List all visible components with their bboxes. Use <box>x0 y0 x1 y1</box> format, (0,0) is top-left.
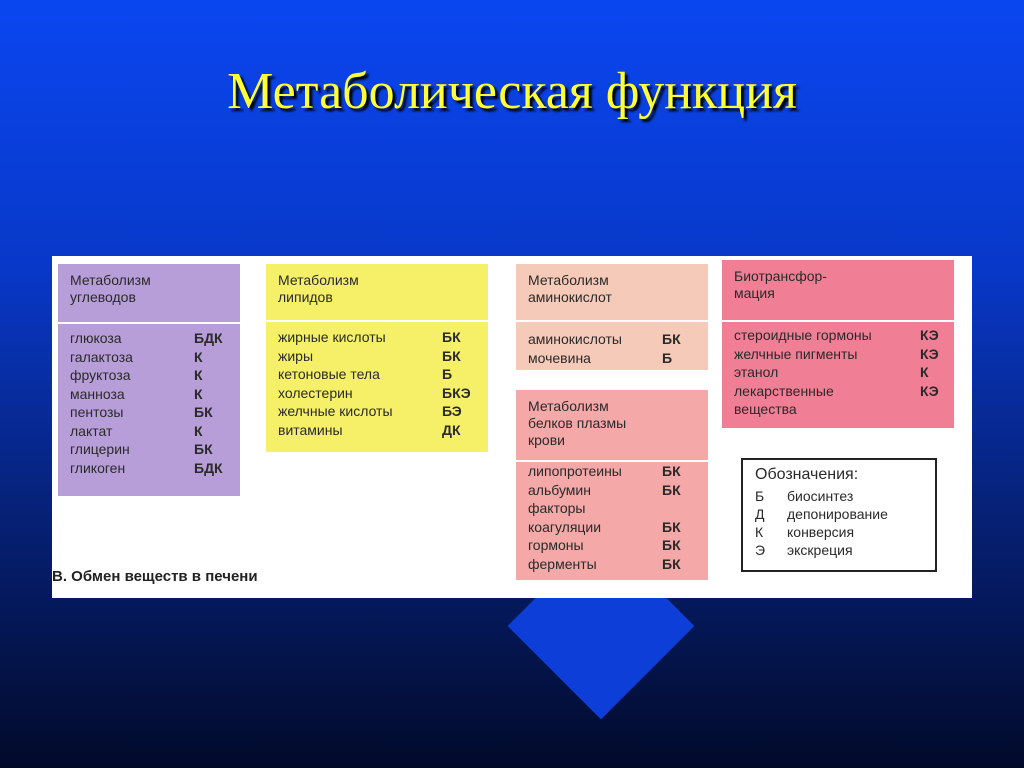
list-item <box>734 382 944 401</box>
item-code: БЭ <box>442 403 462 419</box>
item-code: К <box>920 364 929 380</box>
amino-header <box>516 264 708 322</box>
list-item <box>528 349 698 368</box>
list-item <box>278 365 478 384</box>
item-code: К <box>194 367 203 383</box>
item-code <box>920 400 944 419</box>
list-item <box>528 481 698 500</box>
legend-item <box>755 523 925 541</box>
item-code: БК <box>662 463 681 479</box>
item-name: желчные пигменты <box>734 345 858 362</box>
item-name: этанол <box>734 364 779 380</box>
item-code: БК <box>662 555 681 572</box>
item-code: БК <box>662 481 681 498</box>
list-item <box>70 385 230 404</box>
item-code: БК <box>194 404 213 420</box>
list-item <box>528 555 698 574</box>
legend-item <box>755 505 925 523</box>
item-code: Б <box>442 366 453 382</box>
liver-metabolism-figure <box>52 256 972 598</box>
list-item <box>734 345 944 364</box>
legend-key: Б <box>755 488 765 504</box>
item-code: БДК <box>194 330 223 346</box>
list-item <box>734 400 944 419</box>
legend-box <box>741 458 937 572</box>
item-name: кетоновые тела <box>278 366 380 382</box>
lipids-box <box>266 264 488 452</box>
item-name: коагуляции <box>528 518 602 535</box>
item-code: БК <box>662 518 681 535</box>
item-name: липопротеины <box>528 463 622 479</box>
list-item <box>70 440 230 459</box>
item-name: глицерин <box>70 441 130 457</box>
carbs-header-line: Метаболизм <box>70 272 151 288</box>
list-item <box>70 366 230 385</box>
item-code: К <box>194 422 203 439</box>
list-item <box>70 422 230 441</box>
item-code: ДК <box>442 421 461 438</box>
item-code: КЭ <box>920 382 939 399</box>
item-code: КЭ <box>920 345 939 362</box>
legend-title: Обозначения: <box>755 466 859 483</box>
biotrans-header-line: мация <box>734 285 775 301</box>
item-name: фруктоза <box>70 367 131 383</box>
list-item <box>70 403 230 422</box>
item-name: факторы <box>528 500 586 516</box>
item-name: манноза <box>70 385 125 402</box>
list-item <box>278 347 478 366</box>
item-code: БК <box>194 441 213 457</box>
list-item <box>528 499 698 518</box>
biotrans-box <box>722 260 954 428</box>
list-item <box>528 518 698 537</box>
item-code <box>662 499 698 518</box>
list-item <box>70 329 230 348</box>
list-item <box>278 328 478 347</box>
item-name: альбумин <box>528 481 591 498</box>
item-code: КЭ <box>920 327 939 343</box>
legend-text: депонирование <box>787 506 888 522</box>
item-name: жиры <box>278 347 314 364</box>
slide-title: Метаболическая функция <box>227 63 797 120</box>
item-name: ферменты <box>528 555 597 572</box>
item-name: стероидные гормоны <box>734 327 872 343</box>
list-item <box>70 459 230 478</box>
item-code: Б <box>662 349 673 366</box>
figure-caption: В. Обмен веществ в печени <box>52 568 258 585</box>
biotrans-rows <box>722 326 954 419</box>
amino-header-line: Метаболизм <box>528 272 609 288</box>
lipids-header-line: Метаболизм <box>278 272 359 288</box>
item-name: витамины <box>278 421 343 438</box>
lipids-header <box>266 264 488 322</box>
plasma-header-line: белков плазмы <box>528 415 627 431</box>
legend-text: конверсия <box>787 524 855 540</box>
lipids-rows <box>266 328 488 439</box>
plasma-header-line: Метаболизм <box>528 398 609 414</box>
list-item <box>734 363 944 382</box>
item-name: мочевина <box>528 349 591 366</box>
carbs-box <box>58 264 240 496</box>
list-item <box>528 330 698 349</box>
item-code: БКЭ <box>442 384 471 401</box>
item-name: желчные кислоты <box>278 403 393 419</box>
legend-item <box>755 487 925 505</box>
legend-key: Э <box>755 542 766 558</box>
list-item <box>70 348 230 367</box>
item-code: БК <box>442 347 461 364</box>
list-item <box>528 536 698 555</box>
legend-key: Д <box>755 506 765 522</box>
item-name: пентозы <box>70 404 124 420</box>
item-name: жирные кислоты <box>278 329 386 345</box>
item-name: вещества <box>734 401 797 417</box>
carbs-header <box>58 264 240 324</box>
item-code: БК <box>662 537 681 553</box>
list-item <box>278 402 478 421</box>
legend-text: экскреция <box>787 542 853 558</box>
legend-key: К <box>755 524 764 540</box>
plasma-header-line: крови <box>528 432 565 448</box>
biotrans-header-line: Биотрансфор- <box>734 268 827 284</box>
item-code: К <box>194 385 203 402</box>
item-name: лактат <box>70 422 113 439</box>
list-item <box>278 421 478 440</box>
item-code: К <box>194 348 203 365</box>
item-code: БК <box>662 331 681 347</box>
legend-item <box>755 541 925 559</box>
list-item <box>528 462 698 481</box>
legend-text: биосинтез <box>787 488 854 504</box>
amino-rows <box>516 330 708 367</box>
item-code: БК <box>442 329 461 345</box>
plasma-header <box>516 390 708 462</box>
item-name: аминокислоты <box>528 331 622 347</box>
item-name: гормоны <box>528 537 584 553</box>
biotrans-header <box>722 260 954 322</box>
carbs-rows <box>58 329 240 477</box>
carbs-header-line: углеводов <box>70 289 136 305</box>
plasma-box <box>516 390 708 580</box>
item-name: галактоза <box>70 348 133 365</box>
lipids-header-line: липидов <box>278 289 333 305</box>
list-item <box>278 384 478 403</box>
plasma-rows <box>516 462 708 573</box>
list-item <box>734 326 944 345</box>
item-name: холестерин <box>278 384 353 401</box>
amino-header-line: аминокислот <box>528 289 612 305</box>
item-code: БДК <box>194 459 223 476</box>
item-name: глюкоза <box>70 330 122 346</box>
amino-box <box>516 264 708 370</box>
item-name: лекарственные <box>734 382 834 399</box>
item-name: гликоген <box>70 459 126 476</box>
